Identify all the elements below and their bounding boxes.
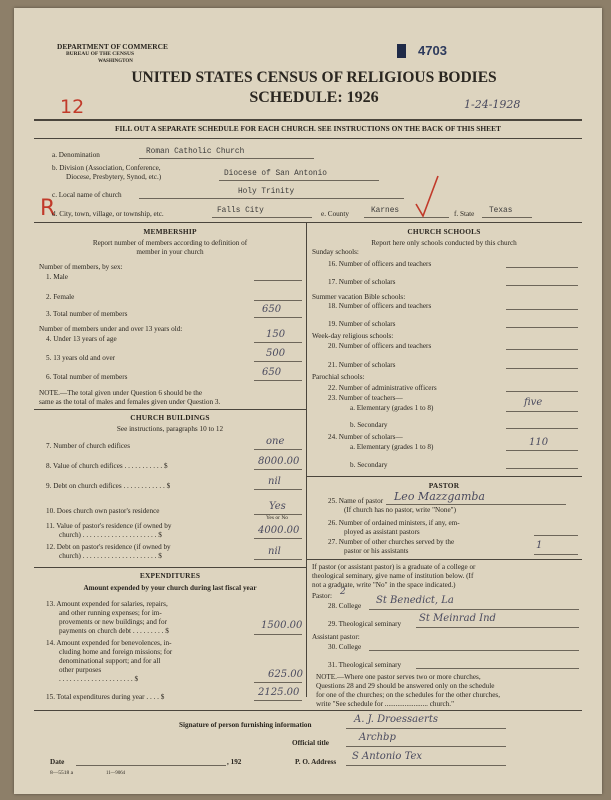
q27-value[interactable]: 1 <box>536 540 543 551</box>
schools-heading: CHURCH SCHOOLS <box>407 227 481 236</box>
pastor-note-2: Questions 28 and 29 should be answered only on the schedule <box>316 682 495 690</box>
expenditures-heading: EXPENDITURES <box>139 571 201 580</box>
q23a-value[interactable]: five <box>524 397 543 408</box>
census-form <box>14 8 602 794</box>
date-label: Date <box>50 758 65 766</box>
q13-label-2: and other running expenses; for im- <box>59 609 162 617</box>
q17-label: 17. Number of scholars <box>328 278 396 286</box>
value-denomination[interactable]: Roman Catholic Church <box>146 148 245 156</box>
q11-label-2: church) . . . . . . . . . . . . . . . . . . . . . $ <box>59 531 162 539</box>
q11-label: 11. Value of pastor's residence (if owned by <box>46 522 172 530</box>
q23b-label: b. Secondary <box>350 421 388 429</box>
q28-value[interactable]: St Benedict, La <box>376 595 454 606</box>
membership-age-heading: Number of members under and over 13 years old: <box>39 325 183 333</box>
q25-note: (If church has no pastor, write "None") <box>344 506 456 514</box>
q8-value[interactable]: 8000.00 <box>258 456 300 467</box>
q25-value[interactable]: Leo Mazzgamba <box>394 490 485 503</box>
pastor-note-3: for one of the churches; on the schedules for the other churches, <box>316 691 501 699</box>
q29-label: 29. Theological seminary <box>328 620 402 628</box>
q10-label: 10. Does church own pastor's residence <box>46 507 160 515</box>
value-city[interactable]: Falls City <box>217 207 264 215</box>
q3-value[interactable]: 650 <box>262 304 282 315</box>
po-address-value[interactable]: S Antonio Tex <box>352 751 423 762</box>
q24a-label: a. Elementary (grades 1 to 8) <box>350 443 434 451</box>
q14-label-3: denominational support; and for all <box>59 657 161 665</box>
red-note-12: 12 <box>60 96 85 118</box>
q12-label: 12. Debt on pastor's residence (if owned by <box>46 543 171 551</box>
official-title-label: Official title <box>292 739 329 747</box>
q20-label: 20. Number of officers and teachers <box>328 342 432 350</box>
membership-sex-heading: Number of members, by sex: <box>39 263 123 271</box>
official-title-value[interactable]: Archbp <box>359 732 396 743</box>
summer-schools: Summer vacation Bible schools: <box>312 293 406 301</box>
q15-label: 15. Total expenditures during year . . . . $ <box>46 693 165 701</box>
q13-value[interactable]: 1500.00 <box>261 620 303 631</box>
q13-label-4: payments on church debt . . . . . . . . . $ <box>59 627 169 635</box>
buildings-heading: CHURCH BUILDINGS <box>130 413 210 422</box>
buildings-intro: See instructions, paragraphs 10 to 12 <box>116 425 224 433</box>
label-county: e. County <box>321 210 349 218</box>
stamp-mark <box>397 44 406 58</box>
q12-value[interactable]: nil <box>268 546 281 557</box>
pastor-mark: 2 <box>340 587 346 597</box>
q3-label: 3. Total number of members <box>46 310 128 318</box>
q24a-value[interactable]: 110 <box>529 437 549 448</box>
q14-value[interactable]: 625.00 <box>268 669 303 680</box>
city-name: WASHINGTON <box>98 59 133 64</box>
department-name: DEPARTMENT OF COMMERCE <box>57 42 168 51</box>
instructions: FILL OUT A SEPARATE SCHEDULE FOR EACH CHURCH. SEE INSTRUCTIONS ON THE BACK OF THIS SHEET <box>115 124 501 133</box>
q14-label-4: other purposes <box>59 666 102 674</box>
q16-label: 16. Number of officers and teachers <box>328 260 432 268</box>
q9-label: 9. Debt on church edifices . . . . . . . . . . . . $ <box>46 482 171 490</box>
q8-label: 8. Value of church edifices . . . . . . . . . . . $ <box>46 462 168 470</box>
parochial-schools: Parochial schools: <box>312 373 365 381</box>
label-division: b. Division (Association, Conference, <box>52 164 161 172</box>
label-division-2: Diocese, Presbytery, Synod, etc.) <box>66 173 162 181</box>
date-year: , 192 <box>227 758 242 766</box>
q7-value[interactable]: one <box>266 436 285 447</box>
schedule-number: 4703 <box>418 43 447 58</box>
q24-label: 24. Number of scholars— <box>328 433 403 441</box>
q22-label: 22. Number of administrative officers <box>328 384 437 392</box>
graduate-note: If pastor (or assistant pastor) is a graduate of a college or <box>312 563 476 571</box>
q2-label: 2. Female <box>46 293 75 301</box>
q10-value[interactable]: Yes <box>269 501 286 512</box>
schools-intro: Report here only schools conducted by this church <box>371 239 517 247</box>
label-city: d. City, town, village, or township, etc. <box>52 210 164 218</box>
graduate-note-3: not a graduate, write "No" in the space indicated.) <box>312 581 456 589</box>
signature-value[interactable]: A. J. Droessaerts <box>354 714 438 725</box>
red-note-r: R <box>40 196 56 221</box>
graduate-note-2: theological seminary, give name of institution below. (If <box>312 572 474 580</box>
value-church-name[interactable]: Holy Trinity <box>238 188 295 196</box>
q14-label-5: . . . . . . . . . . . . . . . . . . . . . $ <box>59 675 139 683</box>
q31-label: 31. Theological seminary <box>328 661 402 669</box>
print-code: 11—9064 <box>106 771 126 776</box>
form-code: 8—5518 a <box>50 770 74 776</box>
q1-label: 1. Male <box>46 273 68 281</box>
signature-label: Signature of person furnishing information <box>179 721 312 729</box>
q13-label-3: provements or new buildings; and for <box>59 618 167 626</box>
label-denomination: a. Denomination <box>52 151 100 159</box>
po-address-label: P. O. Address <box>295 758 337 766</box>
q14-label-2: cluding home and foreign missions; for <box>59 648 173 656</box>
q23-label: 23. Number of teachers— <box>328 394 403 402</box>
q21-label: 21. Number of scholars <box>328 361 396 369</box>
expenditures-intro: Amount expended by your church during last fiscal year <box>83 584 257 592</box>
pastor-note-4: write "See schedule for ........................ church." <box>316 700 455 708</box>
q5-value[interactable]: 500 <box>266 348 286 359</box>
q30-label: 30. College <box>328 643 362 651</box>
membership-heading: MEMBERSHIP <box>143 227 197 236</box>
bureau-name: BUREAU OF THE CENSUS <box>66 51 135 57</box>
q10-options: Yes or No <box>266 515 289 521</box>
form-title: UNITED STATES CENSUS OF RELIGIOUS BODIES <box>131 69 497 86</box>
q9-value[interactable]: nil <box>268 476 281 487</box>
membership-note: NOTE.—The total given under Question 6 should be the <box>39 389 203 397</box>
q29-value[interactable]: St Meinrad Ind <box>419 613 496 624</box>
q5-label: 5. 13 years old and over <box>46 354 116 362</box>
q12-label-2: church) . . . . . . . . . . . . . . . . . . . . . $ <box>59 552 162 560</box>
q4-label: 4. Under 13 years of age <box>46 335 117 343</box>
q11-value[interactable]: 4000.00 <box>258 525 300 536</box>
q24b-label: b. Secondary <box>350 461 388 469</box>
q13-label: 13. Amount expended for salaries, repairs, <box>46 600 168 608</box>
pastor-note: NOTE.—Where one pastor serves two or more churches, <box>316 673 481 681</box>
label-church-name: c. Local name of church <box>52 191 122 199</box>
membership-note-2: same as the total of males and females given under Question 3. <box>39 398 221 406</box>
q26-label: 26. Number of ordained ministers, if any, em- <box>328 519 460 527</box>
q23a-label: a. Elementary (grades 1 to 8) <box>350 404 434 412</box>
weekday-schools: Week-day religious schools: <box>312 332 394 340</box>
q27-label: 27. Number of other churches served by the <box>328 538 455 546</box>
assistant-pastor: Assistant pastor: <box>312 633 360 641</box>
q27-label-2: pastor or his assistants <box>344 547 409 555</box>
q26-label-2: ployed as assistant pastors <box>344 528 420 536</box>
label-state: f. State <box>454 210 475 218</box>
q6-label: 6. Total number of members <box>46 373 128 381</box>
q19-label: 19. Number of scholars <box>328 320 396 328</box>
sunday-schools: Sunday schools: <box>312 248 359 256</box>
q25-label: 25. Name of pastor <box>328 497 384 505</box>
q15-value[interactable]: 2125.00 <box>258 687 300 698</box>
q28-label: 28. College <box>328 602 362 610</box>
membership-intro: Report number of members according to definition of <box>92 239 248 247</box>
q6-value[interactable]: 650 <box>262 367 282 378</box>
q4-value[interactable]: 150 <box>266 329 286 340</box>
red-check-mark <box>414 174 440 218</box>
pastor-label: Pastor: <box>312 592 332 600</box>
q18-label: 18. Number of officers and teachers <box>328 302 432 310</box>
pastor-heading: PASTOR <box>428 481 460 490</box>
value-division[interactable]: Diocese of San Antonio <box>224 170 327 178</box>
schedule-year: SCHEDULE: 1926 <box>249 89 379 106</box>
q14-label: 14. Amount expended for benevolences, in- <box>46 639 172 647</box>
value-state[interactable]: Texas <box>489 207 513 215</box>
value-county[interactable]: Karnes <box>371 207 400 215</box>
membership-intro-2: member in your church <box>136 248 204 256</box>
handwritten-date: 1-24-1928 <box>464 98 521 111</box>
q7-label: 7. Number of church edifices <box>46 442 131 450</box>
